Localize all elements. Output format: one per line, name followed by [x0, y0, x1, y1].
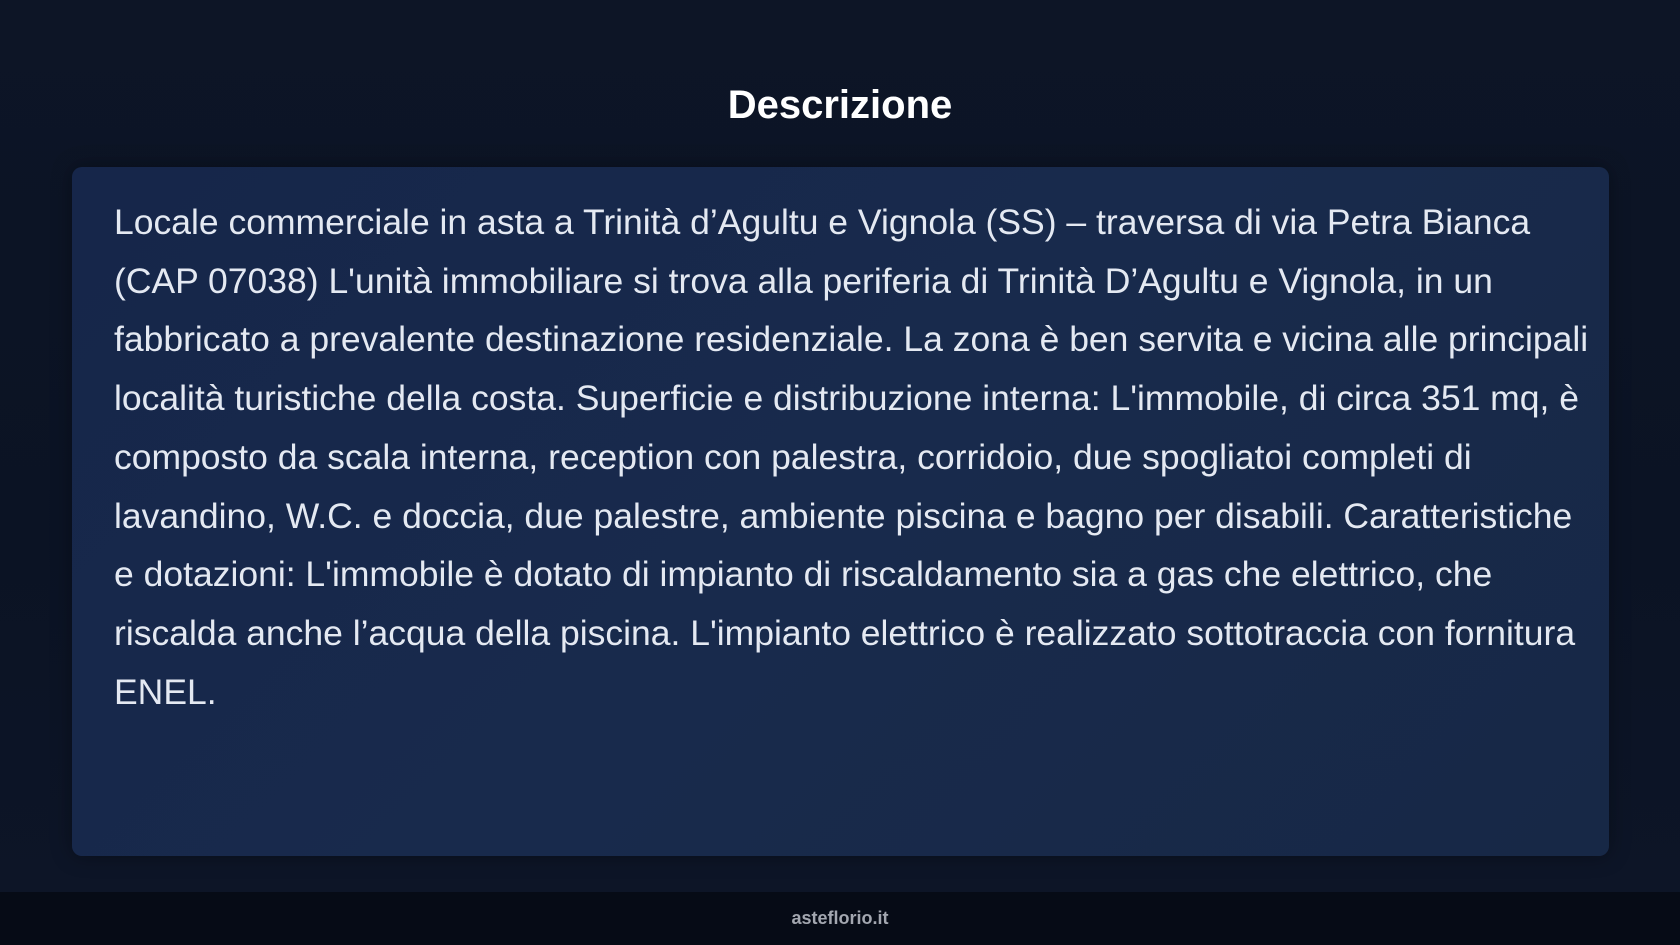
- description-panel: [72, 167, 1609, 856]
- footer-site-name: asteflorio.it: [791, 908, 889, 928]
- footer: [0, 892, 1680, 945]
- section-title: Descrizione: [727, 83, 953, 127]
- description-text: Locale commerciale in asta a Trinità d’Agultu e Vignola (SS) – traversa di via Petra Bianca (CAP 07038) L'unità immobiliare si trova alla periferia di Trinità D’Agultu e Vignola, in un fabbricato a prevalente destinazione residenziale. La zona è ben servita e vicina alle principali località turistiche della costa. Superficie e distribuzione interna: L'immobile, di circa 351 mq, è composto da scala interna, reception con palestra, corridoio, due spogliatoi completi di lavandino, W.C. e doccia, due palestre, ambiente piscina e bagno per disabili. Caratteristiche e dotazioni: L'immobile è dotato di impianto di riscaldamento sia a gas che elettrico, che riscalda anche l’acqua della piscina. L'impianto elettrico è realizzato sottotraccia con fornitura ENEL.: [114, 202, 1589, 712]
